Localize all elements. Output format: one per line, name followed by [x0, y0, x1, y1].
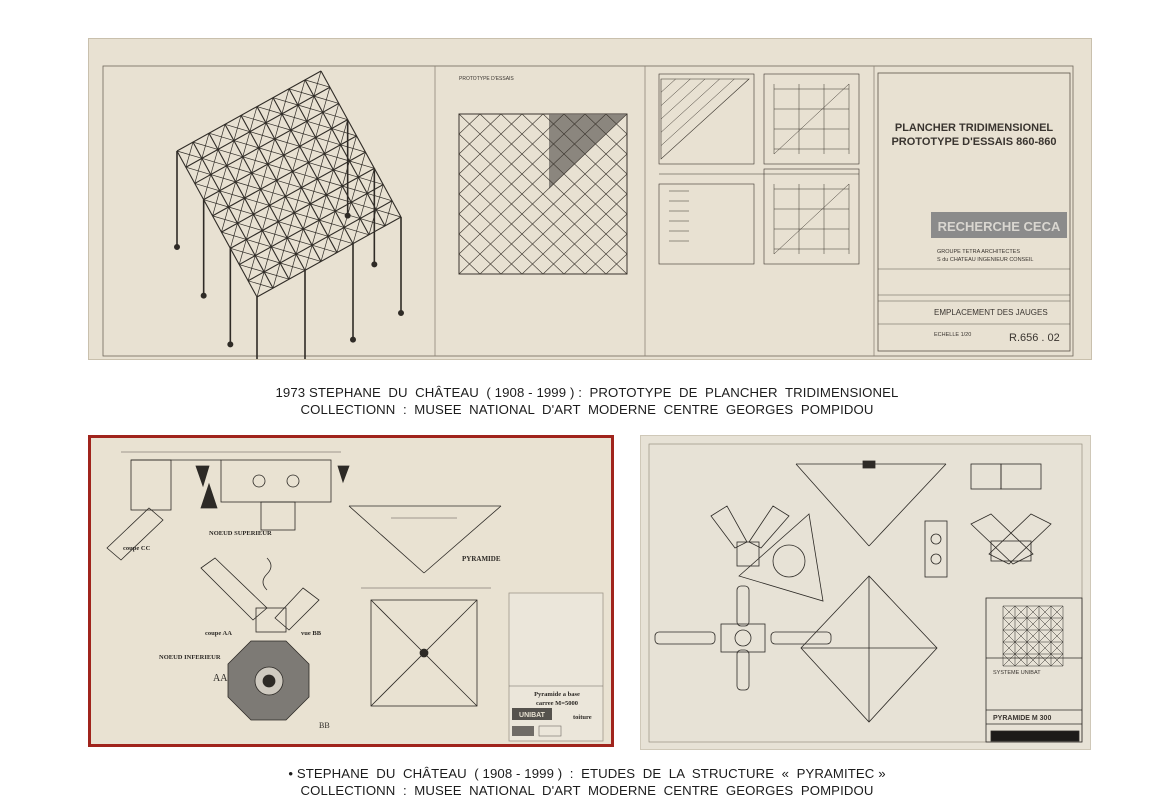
drawing-title-line-1: PLANCHER TRIDIMENSIONEL [894, 122, 1054, 134]
label-pyramide: PYRAMIDE [462, 555, 501, 563]
group-line-1: GROUPE TETRA ARCHITECTES [937, 249, 1021, 255]
top-caption-line-1: 1973 STEPHANE DU CHÂTEAU ( 1908 - 1999 ) : PROTOTYPE DE PLANCHER TRIDIMENSIONEL [275, 385, 899, 400]
label-noeud-inferieur: NOEUD INFERIEUR [159, 654, 221, 661]
stamp-text: RECHERCHE CECA [937, 219, 1061, 234]
isometric-space-frame [175, 71, 404, 359]
label-noeud-superieur: NOEUD SUPERIEUR [209, 530, 272, 537]
system-label: SYSTEME UNIBAT [993, 670, 1041, 676]
bottom-caption-line-1: • STEPHANE DU CHÂTEAU ( 1908 - 1999 ) : ETUDES DE LA STRUCTURE « PYRAMITEC » [288, 766, 886, 781]
bottom-left-drawing-svg [91, 438, 611, 744]
drawing-scale: ECHELLE 1/20 [934, 332, 972, 338]
prototype-label: PROTOTYPE D'ESSAIS [459, 76, 514, 82]
bottom-caption-line-2: COLLECTIONN : MUSEE NATIONAL D'ART MODERNE CENTRE GEORGES POMPIDOU [300, 783, 874, 798]
top-drawing-svg [89, 39, 1091, 359]
drawing-subject: EMPLACEMENT DES JAUGES [934, 308, 1048, 317]
title-block-line-2: carree M=5000 [535, 700, 579, 707]
gauge-diagrams [661, 79, 849, 254]
mini-grid-plan [1003, 606, 1063, 666]
bottom-left-drawing-sheet [88, 435, 614, 747]
top-drawing-sheet [88, 38, 1092, 360]
drawing-number: R.656 . 02 [1009, 332, 1060, 344]
label-vue-bb: vue BB [301, 630, 322, 637]
drawing-title-line-2: PROTOTYPE D'ESSAIS 860-860 [891, 136, 1057, 148]
title-block-line-1: Pyramide a base [534, 691, 580, 698]
top-caption [0, 384, 1174, 418]
label-coupe-aa: coupe AA [205, 630, 232, 637]
label-aa: AA [213, 673, 228, 684]
label-bb: BB [319, 721, 330, 730]
title-block-line-3: toiture [573, 714, 592, 721]
pyramide-title: PYRAMIDE M 300 [993, 715, 1052, 722]
bottom-right-drawing-sheet [640, 435, 1091, 750]
prototype-plan-grid [459, 114, 627, 274]
unibat-brand: UNIBAT [519, 712, 545, 719]
bottom-right-drawing-svg [641, 436, 1090, 749]
bottom-caption [0, 765, 1174, 799]
top-caption-line-2: COLLECTIONN : MUSEE NATIONAL D'ART MODERNE CENTRE GEORGES POMPIDOU [300, 402, 874, 417]
group-line-2: S du CHATEAU INGENIEUR CONSEIL [937, 257, 1034, 263]
label-coupe-cc: coupe CC [123, 545, 151, 552]
